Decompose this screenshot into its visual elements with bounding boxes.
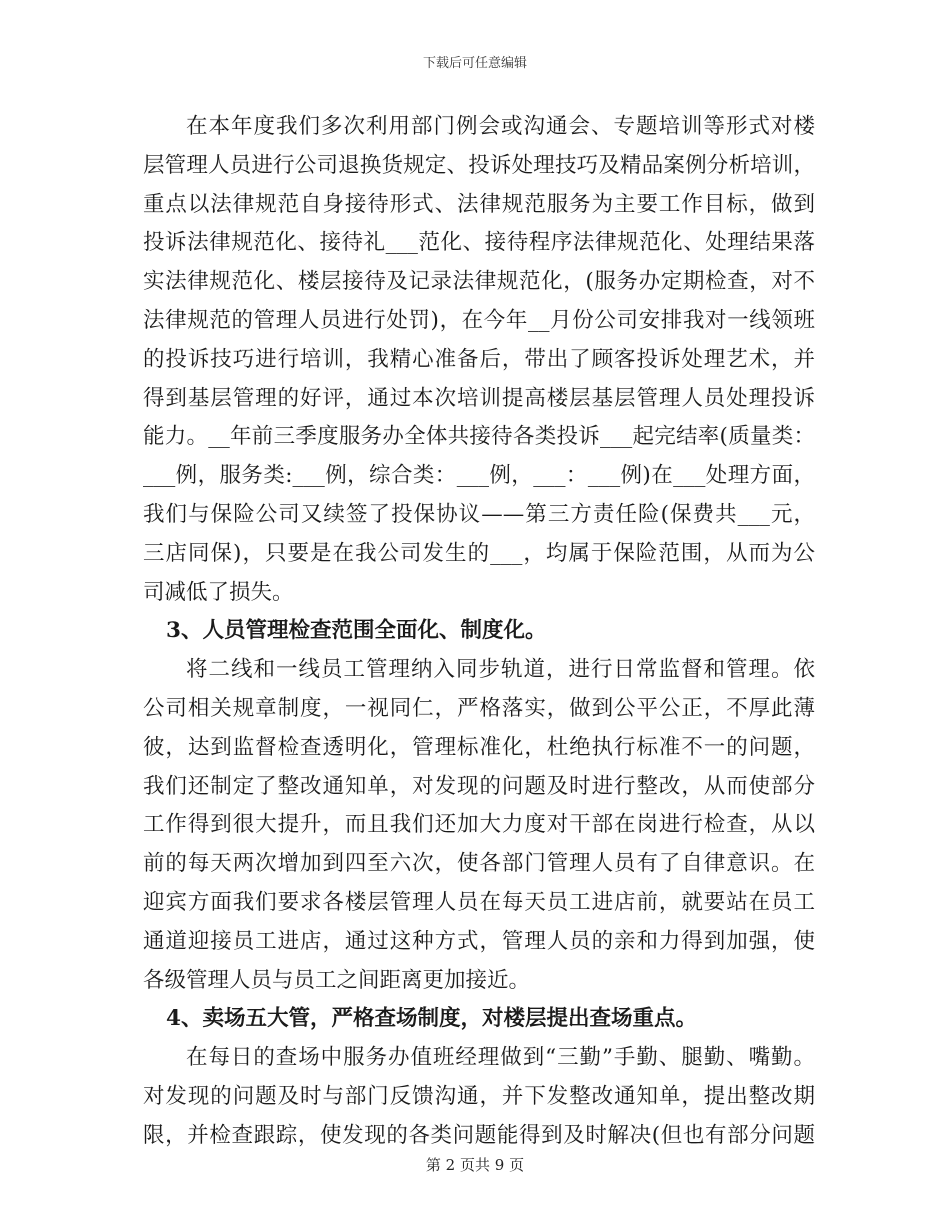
paragraph-line: 能力。__年前三季度服务办全体共接待各类投诉___起完结率(质量类： bbox=[143, 424, 815, 450]
paragraph-line: 司减低了损失。 bbox=[143, 579, 294, 605]
paragraph-line: 对发现的问题及时与部门反馈沟通，并下发整改通知单，提出整改期 bbox=[143, 1083, 815, 1109]
paragraph-line: 前的每天两次增加到四至六次，使各部门管理人员有了自律意识。在 bbox=[143, 851, 815, 877]
page-footer: 第 2 页共 9 页 bbox=[425, 1156, 525, 1174]
paragraph-line: 在本年度我们多次利用部门例会或沟通会、专题培训等形式对楼 bbox=[186, 114, 815, 139]
paragraph-line: 得到基层管理的好评，通过本次培训提高楼层基层管理人员处理投诉 bbox=[143, 385, 815, 411]
paragraph-line: 我们与保险公司又续签了投保协议——第三方责任险(保费共___元， bbox=[143, 501, 816, 527]
section-heading: 4、卖场五大管，严格查场制度，对楼层提出查场重点。 bbox=[166, 1006, 697, 1032]
paragraph-line: 的投诉技巧进行培训，我精心准备后，带出了顾客投诉处理艺术，并 bbox=[143, 346, 815, 372]
paragraph-line: ___例，服务类:___例，综合类：___例，___：___例)在___处理方面， bbox=[143, 463, 815, 489]
paragraph-line: 将二线和一线员工管理纳入同步轨道，进行日常监督和管理。依 bbox=[186, 657, 815, 683]
section-heading: 3、人员管理检查范围全面化、制度化。 bbox=[166, 618, 547, 644]
paragraph-line: 各级管理人员与员工之间距离更加接近。 bbox=[143, 967, 531, 993]
paragraph-line: 层管理人员进行公司退换货规定、投诉处理技巧及精品案例分析培训， bbox=[143, 152, 815, 178]
paragraph-line: 重点以法律规范自身接待形式、法律规范服务为主要工作目标，做到 bbox=[143, 191, 815, 217]
page-header: 下载后可任意编辑 bbox=[422, 56, 527, 71]
paragraph-line: 彼，达到监督检查透明化，管理标准化，杜绝执行标准不一的问题， bbox=[143, 734, 815, 760]
paragraph-line: 通道迎接员工进店，通过这种方式，管理人员的亲和力得到加强，使 bbox=[143, 928, 815, 954]
paragraph-line: 投诉法律规范化、接待礼___范化、接待程序法律规范化、处理结果落 bbox=[143, 230, 815, 256]
paragraph-line: 法律规范的管理人员进行处罚)，在今年__月份公司安排我对一线领班 bbox=[143, 307, 815, 333]
paragraph-line: 在每日的查场中服务办值班经理做到“三勤”手勤、腿勤、嘴勤。 bbox=[186, 1045, 815, 1071]
paragraph-line: 公司相关规章制度，一视同仁，严格落实，做到公平公正，不厚此薄 bbox=[143, 695, 815, 721]
paragraph-line: 三店同保)，只要是在我公司发生的___，均属于保险范围，从而为公 bbox=[143, 540, 815, 566]
paragraph-line: 我们还制定了整改通知单，对发现的问题及时进行整改，从而使部分 bbox=[143, 773, 815, 799]
paragraph-line: 工作得到很大提升，而且我们还加大力度对干部在岗进行检查，从以 bbox=[143, 812, 815, 838]
paragraph-line: 迎宾方面我们要求各楼层管理人员在每天员工进店前，就要站在员工 bbox=[143, 889, 815, 915]
paragraph-line: 实法律规范化、楼层接待及记录法律规范化，(服务办定期检查，对不 bbox=[143, 269, 815, 295]
document-body bbox=[143, 108, 815, 1156]
paragraph-line: 限，并检查跟踪，使发现的各类问题能得到及时解决(但也有部分问题 bbox=[143, 1122, 815, 1148]
